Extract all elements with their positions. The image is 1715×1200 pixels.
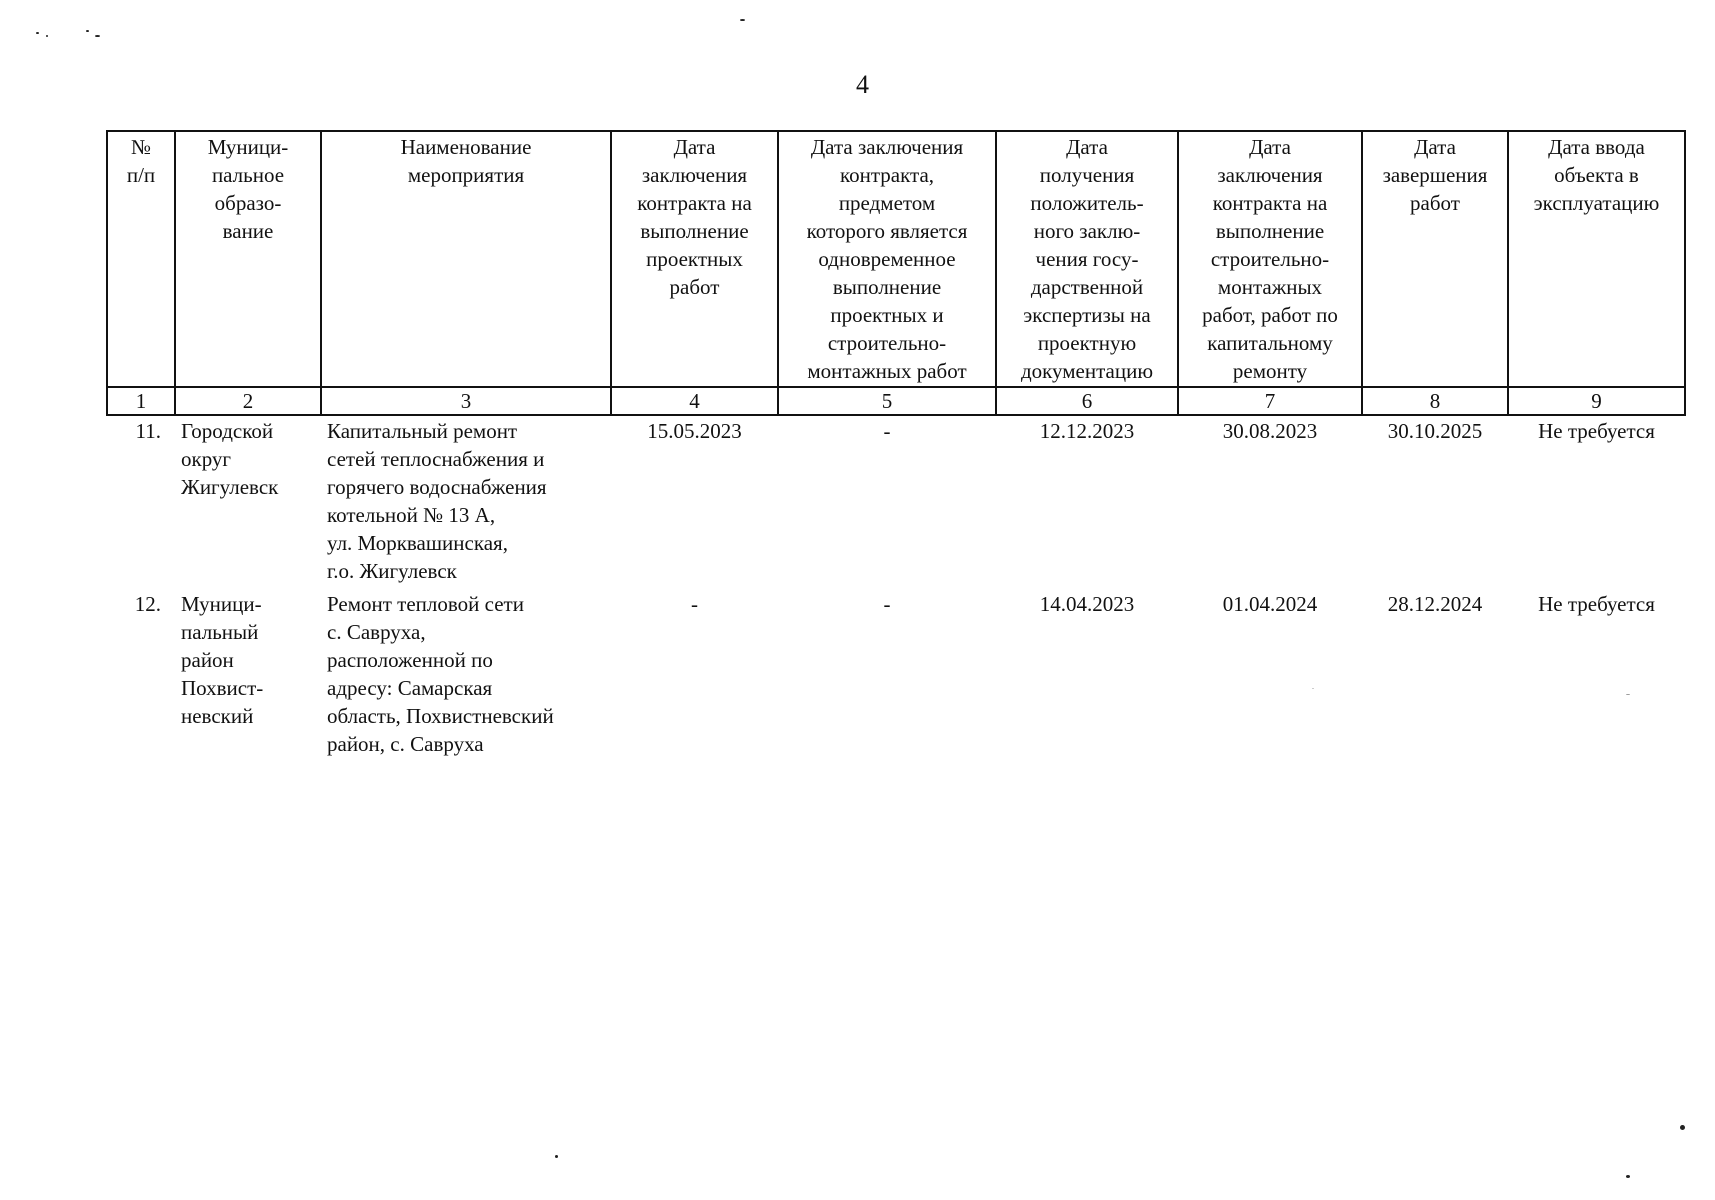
column-number: 2: [175, 387, 321, 415]
scan-speck: [1626, 694, 1630, 695]
construction-contract-date: 30.08.2023: [1222, 419, 1318, 443]
table-row: [107, 415, 1685, 589]
row-number: 12.: [134, 592, 161, 616]
scan-speck: [36, 32, 39, 34]
column-number: 5: [778, 387, 996, 415]
design-contract-date: -: [691, 592, 698, 616]
row-number: 11.: [135, 419, 161, 443]
page-number: 4: [856, 70, 869, 99]
scan-speck: [555, 1155, 558, 1158]
column-number: 6: [996, 387, 1178, 415]
expertise-date: 14.04.2023: [1039, 592, 1135, 616]
header-cell: Муници- пальное образо- вание: [175, 131, 321, 387]
column-number: 7: [1178, 387, 1362, 415]
scan-speck: [1626, 1175, 1630, 1178]
combined-contract-date: -: [883, 419, 891, 443]
column-number-row: [107, 387, 1685, 415]
header-cell: Дата получения положитель- ного заклю- чения госу- дарственной экспертизы на проектную документацию: [996, 131, 1178, 387]
expertise-date: 12.12.2023: [1039, 419, 1135, 443]
scan-speck: [1680, 1125, 1685, 1130]
header-cell: Дата заключения контракта на выполнение проектных работ: [611, 131, 778, 387]
column-number: 8: [1362, 387, 1508, 415]
event-name-cell: Капитальный ремонт сетей теплоснабжения и горячего водоснабжения котельной № 13 А, ул. Морквашинская, г.о. Жигулевск: [327, 419, 547, 583]
header-cell: Дата ввода объекта в эксплуатацию: [1508, 131, 1685, 387]
commissioning-date: Не требуется: [1538, 592, 1655, 616]
commissioning-date: Не требуется: [1538, 419, 1655, 443]
scan-speck: [740, 19, 745, 21]
completion-date: 28.12.2024: [1387, 592, 1483, 616]
column-number: 4: [611, 387, 778, 415]
header-cell: Дата заключения контракта на выполнение строительно- монтажных работ, работ по капитальному ремонту: [1178, 131, 1362, 387]
events-table: [106, 130, 1686, 762]
municipality-cell: Муници- пальный район Похвист- невский: [181, 592, 264, 728]
header-cell: Наименование мероприятия: [321, 131, 611, 387]
construction-contract-date: 01.04.2024: [1222, 592, 1318, 616]
column-number: 1: [107, 387, 175, 415]
scan-speck: [1312, 688, 1314, 689]
header-cell: Дата заключения контракта, предметом которого является одновременное выполнение проектных и строительно- монтажных работ: [778, 131, 996, 387]
scan-speck: [95, 35, 100, 37]
header-cell: Дата завершения работ: [1362, 131, 1508, 387]
header-cell: № п/п: [107, 131, 175, 387]
combined-contract-date: -: [883, 592, 891, 616]
design-contract-date: 15.05.2023: [647, 419, 742, 443]
scan-speck: [46, 35, 48, 37]
table-row: [107, 589, 1685, 762]
event-name-cell: Ремонт тепловой сети с. Савруха, расположенной по адресу: Самарская область, Похвистневский район, с. Савруха: [327, 592, 554, 756]
column-number: 9: [1508, 387, 1685, 415]
header-row: [107, 131, 1685, 387]
completion-date: 30.10.2025: [1387, 419, 1483, 443]
column-number: 3: [321, 387, 611, 415]
scan-speck: [86, 30, 89, 32]
municipality-cell: Городской округ Жигулевск: [181, 419, 279, 499]
